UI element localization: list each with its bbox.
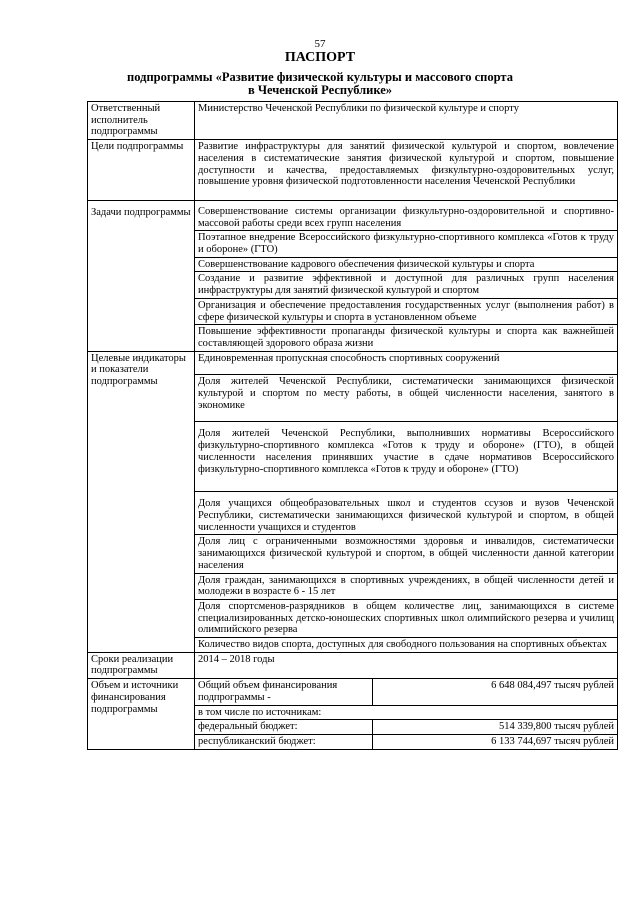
list-item: Единовременная пропускная способность спортивных сооружений xyxy=(198,352,500,364)
row-indicators xyxy=(88,351,618,652)
document-title: ПАСПОРТ xyxy=(284,50,356,65)
document-subtitle xyxy=(80,71,560,97)
row-value: Министерство Чеченской Республики по физической культуре и спорту xyxy=(195,102,618,140)
row-responsible xyxy=(88,102,618,140)
row-label: Целевые индикаторы и показатели подпрограммы xyxy=(88,351,195,652)
row-value: Развитие инфраструктуры для занятий физической культурой и спортом, вовлечение населения в систематические занятия физической культурой и спортом, повышение доступности и качества, предоставляемых физкультурно-оздоровительных услуг, повышение уровня физической подготовленности населения Чеченской Республики xyxy=(195,140,618,201)
row-value: 2014 – 2018 годы xyxy=(195,652,618,678)
list-item: Доля спортсменов-разрядников в общем количестве лиц, занимающихся в системе специализированных детско-юношеских спортивных школ олимпийского резерва и училищ олимпийского резерва xyxy=(195,599,617,637)
indicators-list xyxy=(195,352,617,652)
list-item: Совершенствование кадрового обеспечения физической культуры и спорта xyxy=(195,257,617,272)
tasks-list xyxy=(195,201,617,351)
list-item: Доля жителей Чеченской Республики, выполнивших нормативы Всероссийского физкультурно-спортивного комплекса «Готов к труду и обороне» (ГТО), в общей численности населения принявших участие в сдаче нормативов Всероссийского физкультурно-спортивного комплекса «Готов к труду и обороне» (ГТО) xyxy=(195,421,617,491)
list-item: Доля учащихся общеобразовательных школ и студентов ссузов и вузов Чеченской Республики, систематически занимающихся физической культурой и спортом, в общей численности учащихся и студентов xyxy=(195,491,617,534)
finance-sources-label: в том числе по источникам: xyxy=(195,706,617,721)
finance-republic-value: 6 133 744,697 тысяч рублей xyxy=(491,735,614,747)
row-tasks xyxy=(88,200,618,351)
list-item: Доля лиц с ограниченными возможностями здоровья и инвалидов, систематически занимающихся физической культурой и спортом, в общей численности данной категории населения xyxy=(195,534,617,572)
subtitle-line-1: подпрограммы «Развитие физической культуры и массового спорта xyxy=(127,70,513,84)
list-item: Доля жителей Чеченской Республики, систематически занимающихся физической культурой и спортом по месту работы, в общей численности населения, занятого в экономике xyxy=(195,374,617,421)
list-item: Поэтапное внедрение Всероссийского физкультурно-спортивного комплекса «Готов к труду и обороне» (ГТО) xyxy=(195,230,617,256)
page-number: 57 xyxy=(314,38,326,50)
subtitle-line-2: в Чеченской Республике» xyxy=(247,83,393,97)
list-item: Создание и развитие эффективной и доступной для различных групп населения инфраструктуры для занятий физической культурой и спортом xyxy=(195,271,617,297)
row-label: Задачи подпрограммы xyxy=(88,200,195,351)
finance-federal-value: 514 339,800 тысяч рублей xyxy=(373,720,617,735)
passport-table xyxy=(87,101,618,750)
finance-federal-label: федеральный бюджет: xyxy=(195,720,373,735)
row-label: Цели подпрограммы xyxy=(88,140,195,201)
list-item: Повышение эффективности пропаганды физической культуры и спорта как важнейшей составляющей здорового образа жизни xyxy=(195,324,617,350)
row-goals xyxy=(88,140,618,201)
list-item: Совершенствование системы организации физкультурно-оздоровительной и спортивно-массовой работы среди всех групп населения xyxy=(198,205,614,229)
row-label: Сроки реализации подпрограммы xyxy=(88,652,195,678)
row-label: Объем и источники финансирования подпрограммы xyxy=(88,679,195,750)
list-item: Доля граждан, занимающихся в спортивных учреждениях, в общей численности детей и молодежи в возрасте 6 - 15 лет xyxy=(195,573,617,599)
row-label: Ответственный исполнитель подпрограммы xyxy=(88,102,195,140)
row-finance xyxy=(88,679,618,750)
finance-total-label: Общий объем финансирования подпрограммы - xyxy=(195,679,373,705)
finance-republic-label: республиканский бюджет: xyxy=(195,735,373,749)
list-item: Количество видов спорта, доступных для свободного пользования на спортивных объектах xyxy=(195,637,617,652)
list-item: Организация и обеспечение предоставления государственных услуг (выполнения работ) в сфере физической культуры и спорта в установленном объеме xyxy=(195,298,617,324)
finance-grid xyxy=(195,679,617,749)
finance-total-value: 6 648 084,497 тысяч рублей xyxy=(373,679,617,705)
row-terms xyxy=(88,652,618,678)
